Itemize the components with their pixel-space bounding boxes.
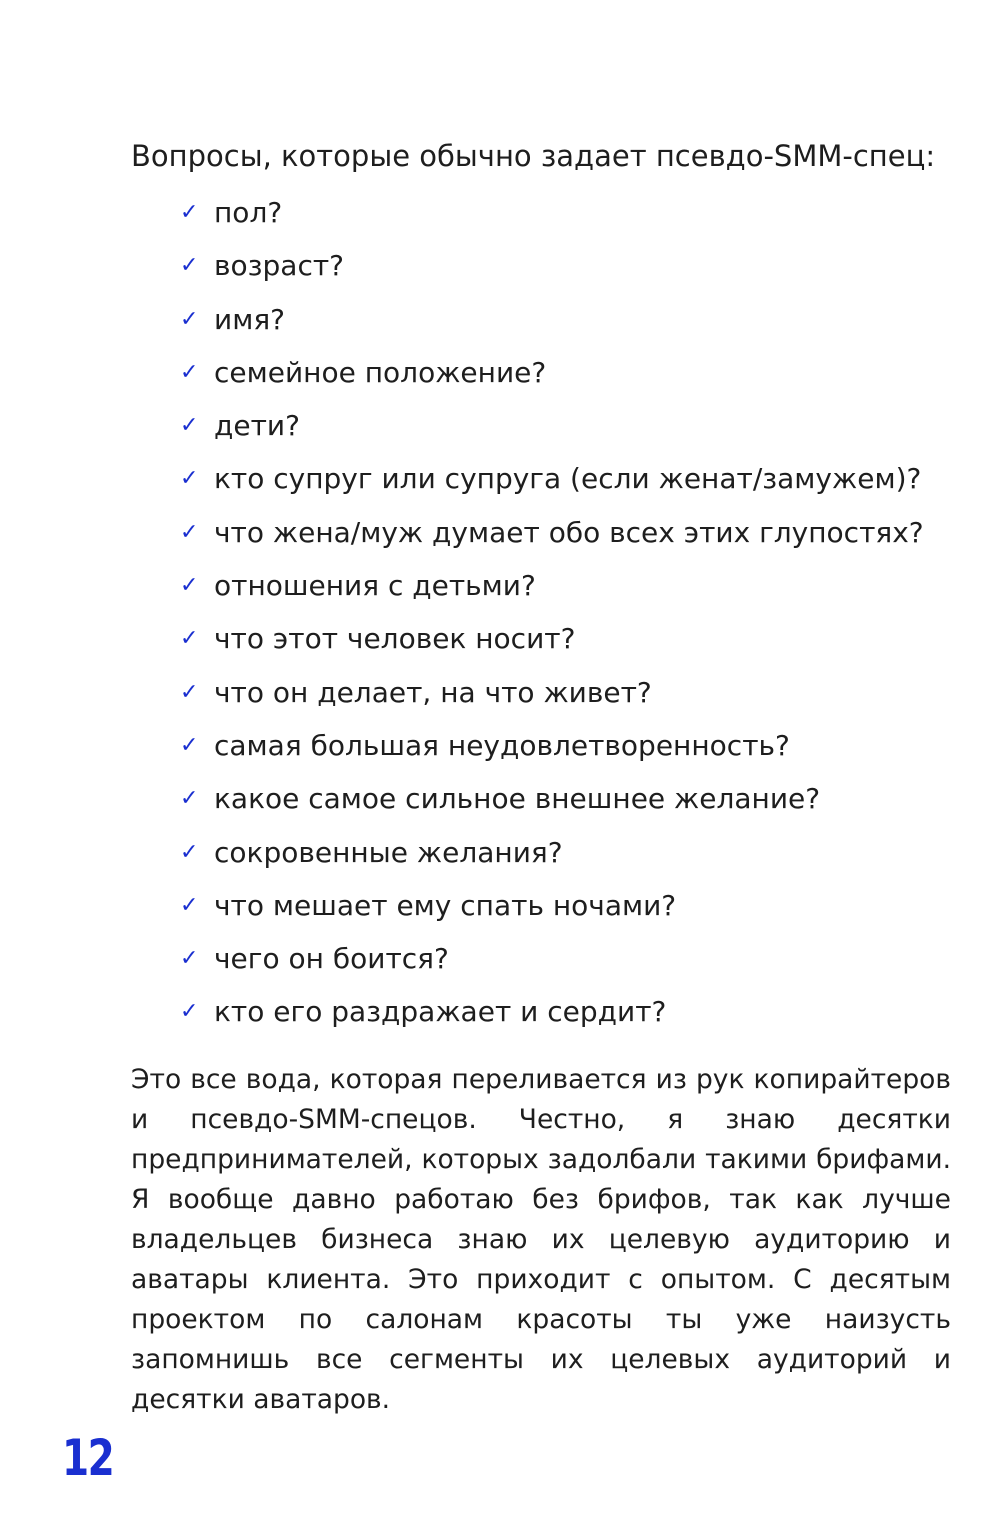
checkmark-icon: ✓ xyxy=(180,359,199,385)
checklist-item xyxy=(180,939,924,992)
checkmark-icon: ✓ xyxy=(180,839,199,865)
checklist-item-text: какое самое сильное внешнее желание? xyxy=(214,782,821,816)
checklist-item-text: отношения с детьми? xyxy=(214,569,536,603)
checklist-item xyxy=(180,193,924,246)
checklist-item-text: дети? xyxy=(214,409,300,443)
checkmark-icon: ✓ xyxy=(180,200,199,225)
checklist-item xyxy=(180,779,924,832)
checklist-item xyxy=(180,513,924,566)
checkmark-icon: ✓ xyxy=(180,999,199,1025)
body-paragraph: Это все вода, которая переливается из рук копирайтеров и псевдо-SMM-спецов. Честно, я знаю десятки предпринимателей, которых задолбали такими брифами. Я вообще давно работаю без брифов, так как лучше владельцев бизнеса знаю их целевую аудиторию и аватары клиента. Это приходит с опытом. С десятым проектом по салонам красоты ты уже наизусть запомнишь все сегменты их целевых аудиторий и десятки аватаров. xyxy=(131,1064,951,1415)
checklist-item xyxy=(180,566,924,619)
checklist-item-text: кто супруг или супруга (если женат/замужем)? xyxy=(214,462,922,496)
checkmark-icon: ✓ xyxy=(180,626,199,652)
checklist-item xyxy=(180,726,924,779)
checklist-item-text: что он делает, на что живет? xyxy=(214,675,652,709)
checkmark-icon: ✓ xyxy=(180,519,199,545)
checklist-item-text: возраст? xyxy=(214,249,345,283)
intro-sentence: Вопросы, которые обычно задает псевдо-SMM-спец: xyxy=(131,139,936,173)
checklist-item-text: что мешает ему спать ночами? xyxy=(214,888,677,922)
checkmark-icon: ✓ xyxy=(180,892,199,918)
checkmark-icon: ✓ xyxy=(180,679,199,705)
checklist-item xyxy=(180,300,924,353)
checkmark-icon: ✓ xyxy=(180,786,199,812)
checklist-item-text: сокровенные желания? xyxy=(214,835,563,869)
checkmark-icon: ✓ xyxy=(180,946,199,972)
checklist-item-text: имя? xyxy=(214,302,286,336)
checklist-item xyxy=(180,833,924,886)
page-number: 12 xyxy=(62,1429,114,1487)
checklist-item xyxy=(180,673,924,726)
checklist-item xyxy=(180,619,924,672)
checklist-item-text: что жена/муж думает обо всех этих глупостях? xyxy=(214,515,924,549)
checklist-item xyxy=(180,886,924,939)
checklist-item-text: чего он боится? xyxy=(214,942,449,976)
checklist-item-text: что этот человек носит? xyxy=(214,622,576,656)
question-checklist xyxy=(180,193,924,1046)
checkmark-icon: ✓ xyxy=(180,573,199,599)
checklist-item xyxy=(180,992,924,1045)
checklist-item xyxy=(180,246,924,299)
checkmark-icon: ✓ xyxy=(180,413,199,439)
checkmark-icon: ✓ xyxy=(180,306,199,332)
checkmark-icon: ✓ xyxy=(180,466,199,492)
checklist-item xyxy=(180,459,924,512)
checklist-item-text: семейное положение? xyxy=(214,355,547,389)
checklist-item xyxy=(180,353,924,406)
checklist-item-text: самая большая неудовлетворенность? xyxy=(214,728,790,762)
checklist-item-text: пол? xyxy=(214,196,283,229)
checkmark-icon: ✓ xyxy=(180,253,199,279)
checkmark-icon: ✓ xyxy=(180,732,199,758)
checklist-item-text: кто его раздражает и сердит? xyxy=(214,995,667,1029)
checklist-item xyxy=(180,406,924,459)
